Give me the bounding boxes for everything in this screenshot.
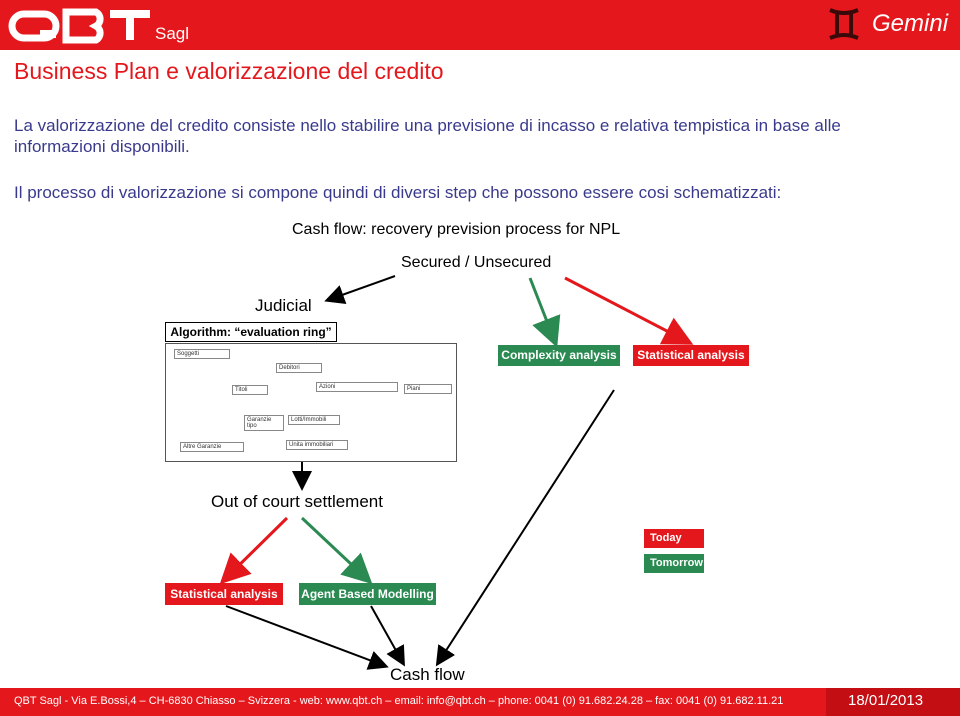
node-algorithm: Algorithm: “evaluation ring”: [165, 322, 337, 342]
node-out-of-court: Out of court settlement: [211, 492, 383, 511]
node-secured-unsecured: Secured / Unsecured: [401, 254, 552, 271]
schema-azioni: Azioni: [316, 382, 398, 392]
arrow-to-statistical-bottom: [224, 518, 287, 580]
node-judicial: Judicial: [255, 296, 312, 315]
arrow-top-to-cash-flow: [438, 390, 614, 663]
schema-soggetti: Soggetti: [174, 349, 230, 359]
schema-unita-immobili: Unita immobiliari: [286, 440, 348, 450]
node-statistical-analysis-top: Statistical analysis: [633, 345, 749, 366]
arrow-to-statistical-top: [565, 278, 688, 342]
schema-altre-garanzie: Altre Garanzie: [180, 442, 244, 452]
schema-debitori: Debitori: [276, 363, 322, 373]
arrow-statistical-to-cash-flow: [226, 606, 385, 666]
intro-paragraph: La valorizzazione del credito consiste nello stabilire una previsione di incasso e relativa tempistica in base alle informazioni disponibili.: [14, 116, 841, 156]
schema-lotti-immobili: Lotti/Immobili: [288, 415, 340, 425]
page-title: Business Plan e valorizzazione del credito: [14, 58, 444, 84]
node-complexity-analysis: Complexity analysis: [498, 345, 620, 366]
footer-contact: QBT Sagl - Via E.Bossi,4 – CH-6830 Chiasso – Svizzera - web: www.qbt.ch – email: info@qbt.ch – phone: 0041 (0) 91.682.24.28 – fax: 0041 (0) 91.682.11.21: [14, 695, 784, 707]
footer-date: 18/01/2013: [848, 692, 924, 709]
legend-today: Today: [644, 529, 704, 548]
schema-titoli: Titoli: [232, 385, 268, 395]
arrow-agent-to-cash-flow: [371, 606, 403, 663]
node-statistical-analysis-bottom: Statistical analysis: [165, 583, 283, 605]
brand-name: Gemini: [872, 10, 949, 37]
schema-piani: Piani: [404, 384, 452, 394]
diagram-caption: Cash flow: recovery prevision process for NPL: [292, 221, 621, 238]
logo-suffix: Sagl: [155, 24, 190, 43]
arrow-to-complexity: [530, 278, 555, 342]
legend-tomorrow: Tomorrow: [644, 554, 704, 573]
schema-garanzie-tipo: Garanzie tipo: [244, 415, 284, 431]
arrow-to-judicial: [328, 276, 395, 300]
arrow-to-agent-based: [302, 518, 368, 580]
evaluation-ring-schema: [165, 343, 457, 462]
process-paragraph: Il processo di valorizzazione si compone quindi di diversi step che possono essere cosi schematizzati:: [14, 183, 782, 202]
node-cash-flow: Cash flow: [390, 665, 465, 684]
node-agent-based-modelling: Agent Based Modelling: [299, 583, 436, 605]
